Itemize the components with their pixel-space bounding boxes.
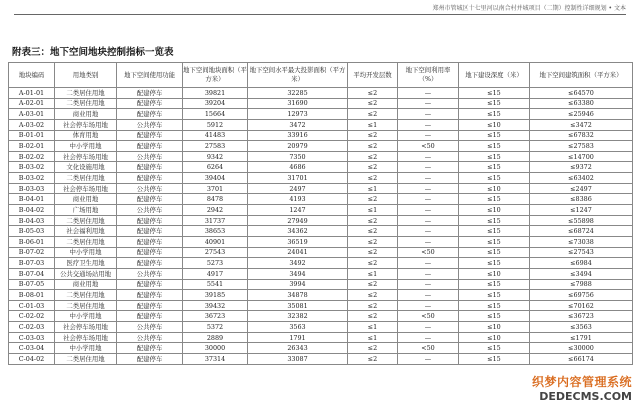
table-cell: 4686: [248, 162, 348, 173]
table-cell: ≤68724: [530, 226, 633, 237]
table-cell: C-03-04: [9, 343, 55, 354]
table-cell: ≤2: [348, 311, 398, 322]
table-row: [9, 343, 633, 354]
table-cell: ≤2497: [530, 183, 633, 194]
table-cell: ≤2: [348, 279, 398, 290]
table-cell: 30000: [183, 343, 248, 354]
table-cell: 32285: [248, 88, 348, 99]
table-cell: ≤15: [459, 98, 530, 109]
table-row: [9, 300, 633, 311]
table-cell: ≤2: [348, 130, 398, 141]
table-cell: 公共停车: [117, 332, 183, 343]
table-cell: ≤2: [348, 300, 398, 311]
table-cell: —: [398, 130, 459, 141]
table-cell: 二类居住用地: [55, 215, 117, 226]
table-cell: <50: [398, 141, 459, 152]
table-cell: —: [398, 236, 459, 247]
table-cell: ≤15: [459, 141, 530, 152]
table-cell: ≤1247: [530, 205, 633, 216]
table-cell: B-07-03: [9, 258, 55, 269]
table-cell: ≤67832: [530, 130, 633, 141]
table-cell: 配建停车: [117, 300, 183, 311]
table-cell: A-02-01: [9, 98, 55, 109]
table-cell: —: [398, 162, 459, 173]
table-cell: B-01-01: [9, 130, 55, 141]
table-cell: ≤2: [348, 162, 398, 173]
table-cell: ≤1: [348, 119, 398, 130]
table-cell: 配建停车: [117, 173, 183, 184]
table-cell: ≤2: [348, 247, 398, 258]
table-cell: B-07-05: [9, 279, 55, 290]
table-cell: 配建停车: [117, 279, 183, 290]
table-cell: C-01-03: [9, 300, 55, 311]
table-cell: B-07-02: [9, 247, 55, 258]
table-cell: 二类居住用地: [55, 88, 117, 99]
col-header: 地下建设深度（米）: [459, 63, 530, 88]
table-cell: 配建停车: [117, 354, 183, 365]
table-cell: 配建停车: [117, 162, 183, 173]
table-cell: 34878: [248, 290, 348, 301]
table-cell: 配建停车: [117, 194, 183, 205]
table-cell: 配建停车: [117, 130, 183, 141]
table-cell: ≤1: [348, 183, 398, 194]
table-cell: 7350: [248, 151, 348, 162]
table-cell: ≤2: [348, 173, 398, 184]
table-row: [9, 215, 633, 226]
table-cell: 36723: [183, 311, 248, 322]
table-cell: ≤15: [459, 194, 530, 205]
table-cell: ≤2: [348, 194, 398, 205]
table-row: [9, 268, 633, 279]
table-cell: ≤2: [348, 88, 398, 99]
table-row: [9, 290, 633, 301]
table-cell: ≤8386: [530, 194, 633, 205]
table-row: [9, 162, 633, 173]
table-cell: 商业用地: [55, 194, 117, 205]
table-cell: —: [398, 258, 459, 269]
table-cell: C-02-03: [9, 322, 55, 333]
table-cell: 配建停车: [117, 226, 183, 237]
table-cell: —: [398, 268, 459, 279]
table-cell: B-08-01: [9, 290, 55, 301]
table-cell: 3494: [248, 268, 348, 279]
table-cell: 33087: [248, 354, 348, 365]
col-header: 地下空间使用功能: [117, 63, 183, 88]
table-cell: 1247: [248, 205, 348, 216]
table-cell: —: [398, 119, 459, 130]
table-cell: ≤2: [348, 141, 398, 152]
table-cell: ≤15: [459, 290, 530, 301]
table-cell: A-03-02: [9, 119, 55, 130]
table-cell: ≤2: [348, 109, 398, 120]
table-cell: 24041: [248, 247, 348, 258]
table-cell: 配建停车: [117, 343, 183, 354]
table-cell: 配建停车: [117, 247, 183, 258]
table-cell: ≤1: [348, 322, 398, 333]
table-cell: 3994: [248, 279, 348, 290]
table-cell: 6264: [183, 162, 248, 173]
table-cell: ≤6984: [530, 258, 633, 269]
table-cell: 4193: [248, 194, 348, 205]
table-row: [9, 311, 633, 322]
table-cell: ≤10: [459, 205, 530, 216]
table-cell: —: [398, 290, 459, 301]
table-cell: ≤64570: [530, 88, 633, 99]
indicator-table: [8, 62, 633, 365]
table-cell: ≤15: [459, 173, 530, 184]
table-cell: 社会停车场用地: [55, 151, 117, 162]
table-cell: 27543: [183, 247, 248, 258]
table-cell: 配建停车: [117, 236, 183, 247]
header-rule: [14, 14, 626, 15]
table-cell: ≤2: [348, 258, 398, 269]
table-cell: 二类居住用地: [55, 236, 117, 247]
table-cell: —: [398, 151, 459, 162]
table-row: [9, 119, 633, 130]
table-cell: 公共停车: [117, 119, 183, 130]
table-row: [9, 173, 633, 184]
table-cell: ≤69756: [530, 290, 633, 301]
col-header: 地下空间水平最大投影面积（平方米）: [248, 63, 348, 88]
table-cell: —: [398, 183, 459, 194]
table-cell: —: [398, 109, 459, 120]
table-row: [9, 98, 633, 109]
table-cell: B-03-03: [9, 183, 55, 194]
table-cell: ≤15: [459, 226, 530, 237]
table-cell: —: [398, 279, 459, 290]
table-cell: A-03-01: [9, 109, 55, 120]
table-cell: <50: [398, 311, 459, 322]
table-row: [9, 258, 633, 269]
table-cell: B-04-03: [9, 215, 55, 226]
table-cell: 中小学用地: [55, 311, 117, 322]
table-cell: —: [398, 322, 459, 333]
table-cell: 商业用地: [55, 279, 117, 290]
table-cell: 8478: [183, 194, 248, 205]
table-cell: 配建停车: [117, 311, 183, 322]
table-cell: 二类居住用地: [55, 300, 117, 311]
table-row: [9, 205, 633, 216]
table-cell: 27949: [248, 215, 348, 226]
table-cell: 3701: [183, 183, 248, 194]
col-header: 平均开发层数: [348, 63, 398, 88]
table-cell: ≤1: [348, 332, 398, 343]
table-cell: 中小学用地: [55, 141, 117, 152]
table-cell: 33916: [248, 130, 348, 141]
table-row: [9, 88, 633, 99]
table-cell: ≤1: [348, 268, 398, 279]
table-cell: ≤10: [459, 332, 530, 343]
table-cell: ≤2: [348, 343, 398, 354]
table-cell: 20979: [248, 141, 348, 152]
table-cell: ≤25946: [530, 109, 633, 120]
table-cell: 公共交通场站用地: [55, 268, 117, 279]
table-cell: 社会停车场用地: [55, 332, 117, 343]
table-cell: —: [398, 332, 459, 343]
table-cell: ≤15: [459, 88, 530, 99]
table-cell: ≤36723: [530, 311, 633, 322]
table-cell: ≤73038: [530, 236, 633, 247]
table-cell: 4917: [183, 268, 248, 279]
table-row: [9, 194, 633, 205]
table-cell: 商业用地: [55, 109, 117, 120]
table-cell: ≤27583: [530, 141, 633, 152]
col-header: 地块编码: [9, 63, 55, 88]
table-cell: 34362: [248, 226, 348, 237]
table-cell: 二类居住用地: [55, 354, 117, 365]
table-cell: 公共停车: [117, 151, 183, 162]
table-cell: ≤15: [459, 258, 530, 269]
table-cell: 3492: [248, 258, 348, 269]
table-cell: 5372: [183, 322, 248, 333]
table-cell: C-04-02: [9, 354, 55, 365]
table-cell: 40901: [183, 236, 248, 247]
table-cell: —: [398, 88, 459, 99]
table-cell: —: [398, 215, 459, 226]
table-cell: ≤70162: [530, 300, 633, 311]
table-cell: ≤55898: [530, 215, 633, 226]
watermark: [530, 373, 634, 403]
table-row: [9, 226, 633, 237]
table-cell: B-03-02: [9, 162, 55, 173]
table-row: [9, 279, 633, 290]
page-title: 附表三：地下空间地块控制指标一览表: [12, 47, 174, 58]
table-cell: 39432: [183, 300, 248, 311]
table-cell: 37314: [183, 354, 248, 365]
table-cell: —: [398, 173, 459, 184]
table-cell: ≤9372: [530, 162, 633, 173]
table-cell: ≤15: [459, 279, 530, 290]
table-cell: 39404: [183, 173, 248, 184]
table-cell: 社会停车场用地: [55, 119, 117, 130]
table-cell: —: [398, 194, 459, 205]
table-cell: ≤1791: [530, 332, 633, 343]
table-cell: 3472: [248, 119, 348, 130]
table-row: [9, 332, 633, 343]
table-cell: 二类居住用地: [55, 173, 117, 184]
table-cell: A-01-01: [9, 88, 55, 99]
table-row: [9, 236, 633, 247]
table-cell: 5273: [183, 258, 248, 269]
table-cell: —: [398, 205, 459, 216]
table-cell: 配建停车: [117, 141, 183, 152]
table-row: [9, 109, 633, 120]
table-cell: B-02-02: [9, 151, 55, 162]
table-cell: 社会福利用地: [55, 226, 117, 237]
table-cell: —: [398, 98, 459, 109]
table-cell: ≤66174: [530, 354, 633, 365]
table-cell: 36519: [248, 236, 348, 247]
table-cell: 文化设施用地: [55, 162, 117, 173]
table-cell: 3563: [248, 322, 348, 333]
table-cell: ≤15: [459, 109, 530, 120]
table-cell: 二类居住用地: [55, 98, 117, 109]
table-cell: 31701: [248, 173, 348, 184]
table-cell: B-06-01: [9, 236, 55, 247]
table-cell: 15664: [183, 109, 248, 120]
table-cell: ≤3563: [530, 322, 633, 333]
table-cell: 配建停车: [117, 215, 183, 226]
table-cell: 1791: [248, 332, 348, 343]
table-cell: —: [398, 354, 459, 365]
table-cell: ≤10: [459, 183, 530, 194]
watermark-title: 织梦内容管理系统: [531, 375, 632, 389]
table-cell: ≤2: [348, 98, 398, 109]
table-cell: ≤2: [348, 290, 398, 301]
table-cell: —: [398, 226, 459, 237]
table-cell: ≤1: [348, 205, 398, 216]
table-cell: 26343: [248, 343, 348, 354]
table-cell: 27583: [183, 141, 248, 152]
col-header: 地下空间利用率（%）: [398, 63, 459, 88]
table-cell: 5912: [183, 119, 248, 130]
table-cell: ≤15: [459, 215, 530, 226]
table-row: [9, 322, 633, 333]
table-cell: 31737: [183, 215, 248, 226]
table-row: [9, 141, 633, 152]
table-cell: 配建停车: [117, 98, 183, 109]
table-cell: ≤2: [348, 226, 398, 237]
table-cell: 35081: [248, 300, 348, 311]
table-cell: 社会停车场用地: [55, 322, 117, 333]
table-cell: ≤10: [459, 268, 530, 279]
table-cell: C-02-02: [9, 311, 55, 322]
col-header: 地下空间地块面积（平方米）: [183, 63, 248, 88]
table-row: [9, 183, 633, 194]
table-cell: ≤15: [459, 247, 530, 258]
table-cell: ≤15: [459, 354, 530, 365]
table-cell: 配建停车: [117, 290, 183, 301]
table-cell: B-07-04: [9, 268, 55, 279]
table-row: [9, 247, 633, 258]
table-cell: 配建停车: [117, 109, 183, 120]
table-cell: ≤2: [348, 151, 398, 162]
table-cell: 配建停车: [117, 88, 183, 99]
table-cell: 公共停车: [117, 183, 183, 194]
table-cell: ≤3494: [530, 268, 633, 279]
running-header: 郑州市管城区十七里河以南合村并城项目（二期）控制性详细规划 • 文本: [432, 5, 626, 12]
table-cell: B-04-01: [9, 194, 55, 205]
table-cell: C-03-03: [9, 332, 55, 343]
table-cell: ≤2: [348, 236, 398, 247]
table-cell: 5541: [183, 279, 248, 290]
table-cell: ≤3472: [530, 119, 633, 130]
table-cell: 32382: [248, 311, 348, 322]
table-cell: 公共停车: [117, 322, 183, 333]
table-cell: 39185: [183, 290, 248, 301]
watermark-domain: DEDECMS.COM: [530, 390, 634, 403]
table-row: [9, 354, 633, 365]
col-header: 用地类别: [55, 63, 117, 88]
table-cell: B-05-03: [9, 226, 55, 237]
table-cell: 2942: [183, 205, 248, 216]
table-cell: 广场用地: [55, 205, 117, 216]
table-cell: 2889: [183, 332, 248, 343]
table-cell: 配建停车: [117, 258, 183, 269]
table-cell: ≤15: [459, 130, 530, 141]
table-header-row: [9, 63, 633, 88]
table-cell: ≤27543: [530, 247, 633, 258]
table-cell: B-04-02: [9, 205, 55, 216]
table-cell: B-03-02: [9, 173, 55, 184]
table-cell: —: [398, 300, 459, 311]
table-cell: 41483: [183, 130, 248, 141]
table-cell: ≤15: [459, 151, 530, 162]
table-cell: ≤15: [459, 236, 530, 247]
table-cell: 公共停车: [117, 205, 183, 216]
table-cell: B-02-01: [9, 141, 55, 152]
table-cell: 31690: [248, 98, 348, 109]
table-cell: 体育用地: [55, 130, 117, 141]
table-cell: 公共停车: [117, 268, 183, 279]
table-cell: <50: [398, 343, 459, 354]
table-cell: ≤63402: [530, 173, 633, 184]
table-cell: 39204: [183, 98, 248, 109]
table-cell: ≤10: [459, 119, 530, 130]
table-cell: 2497: [248, 183, 348, 194]
table-cell: 中小学用地: [55, 343, 117, 354]
table-cell: 中小学用地: [55, 247, 117, 258]
table-cell: <50: [398, 247, 459, 258]
table-cell: ≤30000: [530, 343, 633, 354]
table-cell: ≤15: [459, 300, 530, 311]
table-cell: ≤15: [459, 343, 530, 354]
table-cell: ≤2: [348, 354, 398, 365]
table-cell: 二类居住用地: [55, 290, 117, 301]
table-cell: ≤14700: [530, 151, 633, 162]
table-cell: 9342: [183, 151, 248, 162]
table-row: [9, 151, 633, 162]
table-cell: ≤63380: [530, 98, 633, 109]
table-cell: ≤10: [459, 322, 530, 333]
table-cell: 社会停车场用地: [55, 183, 117, 194]
table-body: [9, 88, 633, 365]
table-cell: ≤2: [348, 215, 398, 226]
table-cell: ≤7988: [530, 279, 633, 290]
table-cell: ≤15: [459, 162, 530, 173]
col-header: 地下空间建筑面积（平方米）: [530, 63, 633, 88]
table-cell: 38653: [183, 226, 248, 237]
table-cell: 医疗卫生用地: [55, 258, 117, 269]
table-cell: 39821: [183, 88, 248, 99]
table-row: [9, 130, 633, 141]
table-cell: 12973: [248, 109, 348, 120]
table-cell: ≤15: [459, 311, 530, 322]
